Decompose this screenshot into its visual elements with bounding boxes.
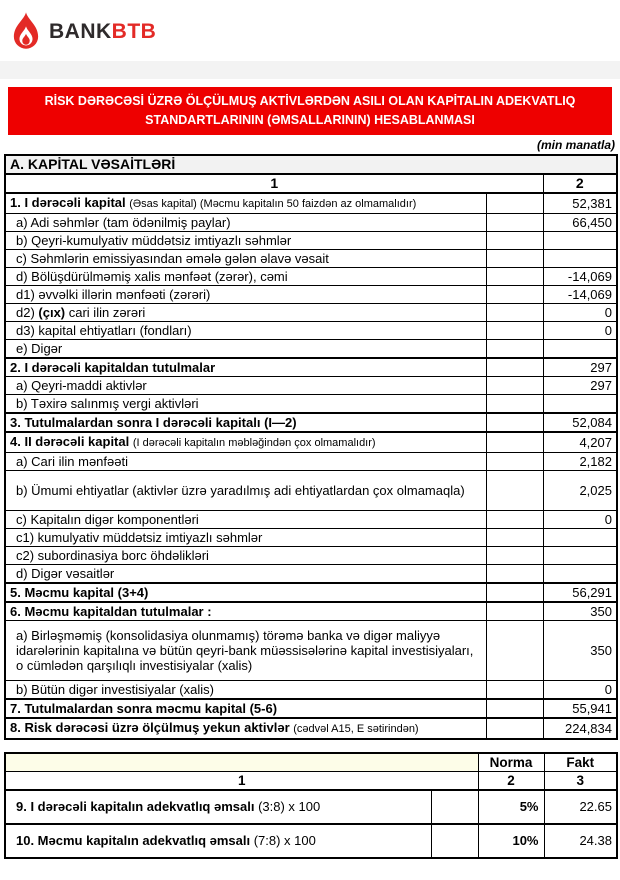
ratios-table [4, 752, 618, 859]
table-row [5, 249, 617, 267]
table-row [5, 432, 617, 453]
row-spacer-cell [486, 680, 543, 699]
row-spacer-cell [486, 213, 543, 231]
label-segment: 6. Məcmu kapitaldan tutulmalar : [10, 603, 212, 619]
row-spacer-cell [486, 718, 543, 739]
table-row [5, 193, 617, 214]
row-label [5, 546, 486, 564]
table-row [5, 718, 617, 739]
section-a-title: A. KAPİTAL VƏSAİTLƏRİ [5, 155, 617, 174]
label-segment: (Əsas kapital) (Məcmu kapitalın 50 faizdən az olmamalıdır) [129, 197, 417, 210]
section-a-header-row [5, 155, 617, 174]
row-spacer-cell [486, 432, 543, 453]
capital-table [4, 154, 618, 740]
unit-note: (min manatla) [536, 137, 615, 152]
row-value: 0 [543, 321, 617, 339]
row-value [543, 339, 617, 358]
table-row [5, 394, 617, 413]
row-spacer-cell [486, 303, 543, 321]
row-value: -14,069 [543, 267, 617, 285]
capital-table-body [5, 193, 617, 739]
row-label [5, 339, 486, 358]
bank-logo-text [49, 21, 156, 42]
row-value: 0 [543, 303, 617, 321]
row-label [5, 470, 486, 510]
bank-logo [12, 10, 620, 52]
label-segment: b) Bütün digər investisiyalar (xalis) [16, 681, 214, 697]
row-value: 297 [543, 376, 617, 394]
row-value: 66,450 [543, 213, 617, 231]
row-value: 224,834 [543, 718, 617, 739]
ratio-norma-value: 5% [478, 790, 544, 824]
label-segment: (3:8) x 100 [258, 799, 321, 814]
ratio-fakt-value: 22.65 [544, 790, 617, 824]
row-spacer-cell [486, 321, 543, 339]
row-spacer-cell [486, 394, 543, 413]
column-header-2: 2 [543, 174, 617, 193]
table-row [5, 510, 617, 528]
row-value [543, 231, 617, 249]
table-row [5, 267, 617, 285]
row-label [5, 376, 486, 394]
bank-name-part: BANK [49, 19, 112, 43]
row-label [5, 718, 486, 739]
label-segment: a) Cari ilin mənfəəti [16, 453, 128, 469]
norma-column-header: Norma [478, 753, 544, 772]
ratio-row [5, 790, 617, 824]
row-spacer-cell [486, 231, 543, 249]
table-row [5, 339, 617, 358]
row-spacer-cell [486, 339, 543, 358]
label-segment: c2) subordinasiya borc öhdəlikləri [16, 547, 209, 563]
label-segment: (çıx) [38, 304, 66, 320]
row-value: 350 [543, 602, 617, 621]
label-segment: 2. I dərəcəli kapitaldan tutulmalar [10, 359, 216, 375]
table-row [5, 699, 617, 718]
row-spacer-cell [486, 267, 543, 285]
label-segment: d) Digər vəsaitlər [16, 565, 115, 581]
row-label [5, 394, 486, 413]
label-segment: a) Qeyri-maddi aktivlər [16, 377, 147, 393]
label-segment: 8. Risk dərəcəsi üzrə ölçülmuş yekun aktivlər [10, 719, 294, 735]
label-segment: d2) [16, 304, 39, 320]
label-segment: d1) əvvəlki illərin mənfəəti (zərəri) [16, 286, 211, 302]
row-value: 52,381 [543, 193, 617, 214]
row-spacer-cell [486, 602, 543, 621]
label-segment: 10. Məcmu kapitalın adekvatlıq əmsalı [16, 833, 254, 848]
table-row [5, 285, 617, 303]
table-row [5, 213, 617, 231]
row-label [5, 583, 486, 602]
column-header-row [5, 174, 617, 193]
label-segment: 4. II dərəcəli kapital [10, 433, 133, 449]
table-row [5, 528, 617, 546]
row-label [5, 193, 486, 214]
ratios-header-row [5, 753, 617, 772]
divider-band [0, 61, 620, 79]
ratio-spacer-cell [431, 790, 478, 824]
row-label [5, 510, 486, 528]
table-row [5, 620, 617, 680]
label-segment: e) Digər [16, 340, 63, 356]
table-row [5, 321, 617, 339]
row-label [5, 452, 486, 470]
row-spacer-cell [486, 376, 543, 394]
row-value [543, 528, 617, 546]
row-label [5, 358, 486, 377]
table-row [5, 564, 617, 583]
label-segment: c) Kapitalın digər komponentləri [16, 511, 199, 527]
row-label [5, 680, 486, 699]
ratio-label [5, 824, 431, 858]
label-segment: b) Ümumi ehtiyatlar (aktivlər üzrə yaradılmış adi ehtiyatlardan çox olmamaqla) [16, 482, 465, 498]
row-spacer-cell [486, 510, 543, 528]
label-segment: c) Səhmlərin emissiyasından əmələ gələn əlavə vəsait [16, 250, 329, 266]
table-row [5, 413, 617, 432]
row-label [5, 213, 486, 231]
ratios-table-body [5, 790, 617, 858]
ratio-norma-value: 10% [478, 824, 544, 858]
ratios-index-1: 1 [5, 771, 478, 790]
ratio-fakt-value: 24.38 [544, 824, 617, 858]
row-label [5, 413, 486, 432]
row-value: 2,025 [543, 470, 617, 510]
table-row [5, 303, 617, 321]
label-segment: d) Bölüşdürülməmiş xalis mənfəət (zərər), cəmi [16, 268, 288, 284]
label-segment: b) Qeyri-kumulyativ müddətsiz imtiyazlı səhmlər [16, 232, 292, 248]
label-segment: a) Adi səhmlər (tam ödənilmiş paylar) [16, 214, 231, 230]
label-segment: (I dərəcəli kapitalın məbləğindən çox olmamalıdır) [132, 436, 376, 449]
label-segment: (7:8) x 100 [253, 833, 316, 848]
row-label [5, 528, 486, 546]
ratio-row [5, 824, 617, 858]
table-row [5, 680, 617, 699]
label-segment: a) Birləşməmiş (konsolidasiya olunmamış) törəmə banka və digər maliyyə idarələrinin kapitalına və bütün qeyri-bank müəssisələrinə kapital investisiyaları, o cümlədən qarşılıqlı investisiyalar (xalis) [16, 627, 474, 673]
row-value: 52,084 [543, 413, 617, 432]
page [0, 10, 620, 880]
ratios-index-2: 2 [478, 771, 544, 790]
row-spacer-cell [486, 413, 543, 432]
table-row [5, 546, 617, 564]
label-segment: 7. Tutulmalardan sonra məcmu kapital (5-6) [10, 700, 278, 716]
row-label [5, 564, 486, 583]
table-row [5, 376, 617, 394]
btb-name-part: BTB [111, 19, 157, 43]
row-value: 0 [543, 680, 617, 699]
report-title-line2: STANDARTLARININ (ƏMSALLARININ) HESABLANMASI [145, 112, 475, 127]
label-segment: 3. Tutulmalardan sonra I dərəcəli kapitalı (I—2) [10, 414, 297, 430]
row-label [5, 620, 486, 680]
row-spacer-cell [486, 193, 543, 214]
row-label [5, 267, 486, 285]
row-label [5, 699, 486, 718]
table-row [5, 583, 617, 602]
row-spacer-cell [486, 528, 543, 546]
label-segment: cari ilin zərəri [65, 304, 146, 320]
label-segment: c1) kumulyativ müddətsiz imtiyazlı səhmlər [16, 529, 263, 545]
row-spacer-cell [486, 564, 543, 583]
label-segment: (cədvəl A15, E sətirindən) [293, 722, 419, 735]
row-label [5, 321, 486, 339]
flame-icon [12, 11, 40, 51]
table-row [5, 470, 617, 510]
row-label [5, 432, 486, 453]
row-spacer-cell [486, 470, 543, 510]
ratio-label [5, 790, 431, 824]
ratios-corner-cell [5, 753, 478, 772]
row-label [5, 602, 486, 621]
row-spacer-cell [486, 249, 543, 267]
row-spacer-cell [486, 358, 543, 377]
row-value: 4,207 [543, 432, 617, 453]
row-value: -14,069 [543, 285, 617, 303]
table-row [5, 602, 617, 621]
table-row [5, 452, 617, 470]
row-value: 55,941 [543, 699, 617, 718]
report-title [8, 87, 612, 135]
row-spacer-cell [486, 699, 543, 718]
ratios-index-row [5, 771, 617, 790]
report-title-line1: RİSK DƏRƏCƏSİ ÜZRƏ ÖLÇÜLMUŞ AKTİVLƏRDƏN ASILI OLAN KAPİTALIN ADEKVATLIQ [44, 94, 576, 108]
row-spacer-cell [486, 620, 543, 680]
row-value: 56,291 [543, 583, 617, 602]
label-segment: b) Təxirə salınmış vergi aktivləri [16, 395, 199, 411]
row-label [5, 285, 486, 303]
ratios-index-3: 3 [544, 771, 617, 790]
table-row [5, 358, 617, 377]
row-spacer-cell [486, 285, 543, 303]
row-spacer-cell [486, 452, 543, 470]
ratio-spacer-cell [431, 824, 478, 858]
label-segment: 9. I dərəcəli kapitalın adekvatlıq əmsalı [16, 799, 259, 814]
label-segment: 1. I dərəcəli kapital [10, 194, 130, 210]
fakt-column-header: Fakt [544, 753, 617, 772]
row-label [5, 249, 486, 267]
row-value: 2,182 [543, 452, 617, 470]
row-spacer-cell [486, 583, 543, 602]
label-segment: d3) kapital ehtiyatları (fondları) [16, 322, 192, 338]
row-value [543, 546, 617, 564]
table-row [5, 231, 617, 249]
row-value [543, 249, 617, 267]
column-header-1: 1 [5, 174, 543, 193]
row-value [543, 394, 617, 413]
row-value: 350 [543, 620, 617, 680]
row-label [5, 231, 486, 249]
row-value [543, 564, 617, 583]
row-value: 0 [543, 510, 617, 528]
label-segment: 5. Məcmu kapital (3+4) [10, 584, 149, 600]
row-spacer-cell [486, 546, 543, 564]
row-value: 297 [543, 358, 617, 377]
row-label [5, 303, 486, 321]
